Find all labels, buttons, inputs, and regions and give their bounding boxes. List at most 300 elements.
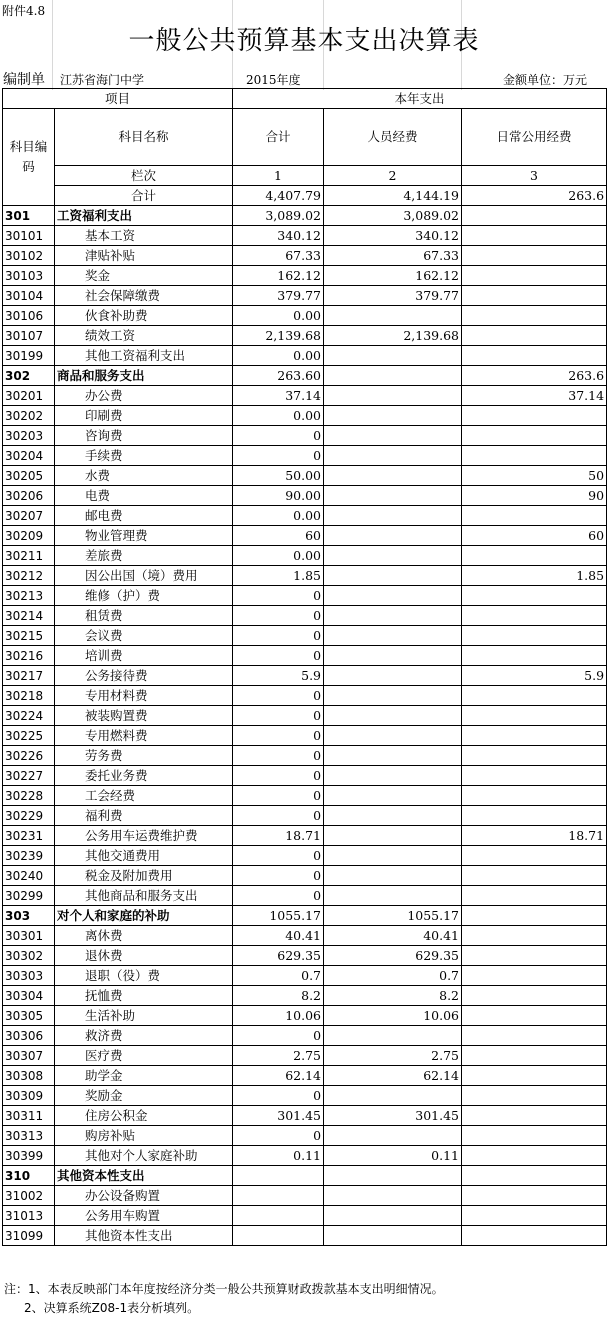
category-row — [3, 906, 607, 926]
row-personnel — [324, 786, 462, 806]
attachment-label: 附件4.8 — [2, 4, 46, 18]
row-daily: 37.14 — [462, 386, 607, 406]
row-personnel — [324, 766, 462, 786]
row-daily — [462, 306, 607, 326]
row-daily — [462, 286, 607, 306]
row-daily — [462, 1066, 607, 1086]
table-row — [3, 926, 607, 946]
row-code: 30216 — [3, 646, 55, 666]
header-col1: 1 — [233, 166, 324, 186]
row-daily — [462, 1026, 607, 1046]
row-name: 水费 — [55, 466, 233, 486]
row-name: 退休费 — [55, 946, 233, 966]
row-daily — [462, 1046, 607, 1066]
row-total: 40.41 — [233, 926, 324, 946]
row-personnel — [324, 866, 462, 886]
header-personnel: 人员经费 — [324, 109, 462, 166]
row-total: 0.00 — [233, 406, 324, 426]
row-daily — [462, 906, 607, 926]
row-code: 30209 — [3, 526, 55, 546]
row-personnel: 0.7 — [324, 966, 462, 986]
table-row — [3, 1146, 607, 1166]
row-name: 培训费 — [55, 646, 233, 666]
row-personnel: 340.12 — [324, 226, 462, 246]
row-daily: 18.71 — [462, 826, 607, 846]
row-code: 30240 — [3, 866, 55, 886]
row-daily — [462, 446, 607, 466]
row-name: 公务用车购置 — [55, 1206, 233, 1226]
row-code: 30199 — [3, 346, 55, 366]
row-name: 会议费 — [55, 626, 233, 646]
header-row-3 — [3, 166, 607, 186]
row-code: 30212 — [3, 566, 55, 586]
row-personnel: 162.12 — [324, 266, 462, 286]
row-code: 30311 — [3, 1106, 55, 1126]
row-name: 其他资本性支出 — [55, 1166, 233, 1186]
row-name: 工资福利支出 — [55, 206, 233, 226]
row-total: 0 — [233, 1086, 324, 1106]
row-daily — [462, 226, 607, 246]
table-row — [3, 666, 607, 686]
row-total: 0 — [233, 806, 324, 826]
row-total: 629.35 — [233, 946, 324, 966]
row-code: 30106 — [3, 306, 55, 326]
row-name: 抚恤费 — [55, 986, 233, 1006]
row-daily — [462, 926, 607, 946]
unit-label: 编制单 — [3, 72, 45, 88]
row-total — [233, 1226, 324, 1246]
row-code: 30225 — [3, 726, 55, 746]
row-personnel: 301.45 — [324, 1106, 462, 1126]
row-name: 助学金 — [55, 1066, 233, 1086]
total-total: 4,407.79 — [233, 186, 324, 206]
table-row — [3, 606, 607, 626]
row-personnel — [324, 466, 462, 486]
row-daily: 263.6 — [462, 366, 607, 386]
row-code: 30215 — [3, 626, 55, 646]
table-row — [3, 526, 607, 546]
row-personnel — [324, 446, 462, 466]
row-total: 0 — [233, 446, 324, 466]
table-row — [3, 766, 607, 786]
row-personnel: 629.35 — [324, 946, 462, 966]
row-daily — [462, 886, 607, 906]
row-daily — [462, 966, 607, 986]
row-total: 0 — [233, 706, 324, 726]
row-personnel: 379.77 — [324, 286, 462, 306]
row-total: 0 — [233, 846, 324, 866]
row-code: 30214 — [3, 606, 55, 626]
row-total: 60 — [233, 526, 324, 546]
row-code: 30103 — [3, 266, 55, 286]
row-daily — [462, 1166, 607, 1186]
row-personnel — [324, 526, 462, 546]
row-code: 30299 — [3, 886, 55, 906]
table-row — [3, 686, 607, 706]
row-code: 30203 — [3, 426, 55, 446]
row-personnel — [324, 1226, 462, 1246]
table-row — [3, 466, 607, 486]
row-name: 其他交通费用 — [55, 846, 233, 866]
row-daily: 5.9 — [462, 666, 607, 686]
row-total: 2.75 — [233, 1046, 324, 1066]
category-row — [3, 366, 607, 386]
row-code: 30303 — [3, 966, 55, 986]
row-personnel — [324, 606, 462, 626]
row-name: 其他工资福利支出 — [55, 346, 233, 366]
row-personnel: 0.11 — [324, 1146, 462, 1166]
currency-unit: 金额单位：万元 — [503, 73, 588, 87]
row-code: 30313 — [3, 1126, 55, 1146]
table-row — [3, 1186, 607, 1206]
row-personnel — [324, 1086, 462, 1106]
row-personnel — [324, 546, 462, 566]
row-personnel: 3,089.02 — [324, 206, 462, 226]
row-daily — [462, 986, 607, 1006]
row-personnel — [324, 846, 462, 866]
row-name: 绩效工资 — [55, 326, 233, 346]
row-personnel — [324, 1206, 462, 1226]
row-personnel — [324, 706, 462, 726]
table-row — [3, 986, 607, 1006]
row-daily — [462, 766, 607, 786]
total-personnel: 4,144.19 — [324, 186, 462, 206]
row-code: 30202 — [3, 406, 55, 426]
row-personnel: 62.14 — [324, 1066, 462, 1086]
row-total: 5.9 — [233, 666, 324, 686]
table-row — [3, 866, 607, 886]
row-name: 税金及附加费用 — [55, 866, 233, 886]
row-personnel: 67.33 — [324, 246, 462, 266]
row-name: 专用燃料费 — [55, 726, 233, 746]
row-daily — [462, 846, 607, 866]
row-personnel — [324, 346, 462, 366]
row-code: 303 — [3, 906, 55, 926]
row-code: 310 — [3, 1166, 55, 1186]
row-name: 住房公积金 — [55, 1106, 233, 1126]
row-total: 0 — [233, 646, 324, 666]
row-name: 被装购置费 — [55, 706, 233, 726]
row-code: 30307 — [3, 1046, 55, 1066]
row-code: 30205 — [3, 466, 55, 486]
row-name: 离休费 — [55, 926, 233, 946]
row-daily — [462, 866, 607, 886]
row-personnel — [324, 646, 462, 666]
row-daily — [462, 506, 607, 526]
header-name: 科目名称 — [55, 109, 233, 166]
row-daily — [462, 786, 607, 806]
row-code: 30101 — [3, 226, 55, 246]
row-personnel — [324, 366, 462, 386]
table-row — [3, 786, 607, 806]
row-code: 30306 — [3, 1026, 55, 1046]
table-row — [3, 746, 607, 766]
row-total: 0 — [233, 1026, 324, 1046]
row-personnel — [324, 406, 462, 426]
row-personnel — [324, 566, 462, 586]
row-name: 基本工资 — [55, 226, 233, 246]
row-daily — [462, 1226, 607, 1246]
footnote-1: 注：1、本表反映部门本年度按经济分类一般公共预算财政拨款基本支出明细情况。 — [4, 1282, 444, 1296]
row-total: 10.06 — [233, 1006, 324, 1026]
table-row — [3, 1206, 607, 1226]
row-code: 302 — [3, 366, 55, 386]
row-daily — [462, 266, 607, 286]
row-daily — [462, 1086, 607, 1106]
table-row — [3, 1126, 607, 1146]
row-name: 差旅费 — [55, 546, 233, 566]
row-code: 30309 — [3, 1086, 55, 1106]
report-year: 2015年度 — [246, 73, 301, 87]
row-personnel — [324, 686, 462, 706]
row-personnel: 1055.17 — [324, 906, 462, 926]
row-code: 30201 — [3, 386, 55, 406]
row-total: 0.00 — [233, 306, 324, 326]
row-total: 263.60 — [233, 366, 324, 386]
row-name: 邮电费 — [55, 506, 233, 526]
table-row — [3, 1026, 607, 1046]
header-row-2 — [3, 109, 607, 166]
row-total: 1055.17 — [233, 906, 324, 926]
row-code: 30107 — [3, 326, 55, 346]
row-code: 30211 — [3, 546, 55, 566]
row-name: 退职（役）费 — [55, 966, 233, 986]
row-total: 0 — [233, 426, 324, 446]
category-row — [3, 206, 607, 226]
table-row — [3, 426, 607, 446]
row-personnel — [324, 1126, 462, 1146]
row-total: 67.33 — [233, 246, 324, 266]
row-daily — [462, 246, 607, 266]
row-code: 31013 — [3, 1206, 55, 1226]
row-personnel — [324, 666, 462, 686]
row-personnel: 2,139.68 — [324, 326, 462, 346]
row-total: 50.00 — [233, 466, 324, 486]
row-daily: 90 — [462, 486, 607, 506]
row-code: 30301 — [3, 926, 55, 946]
table-row — [3, 286, 607, 306]
row-personnel — [324, 506, 462, 526]
row-code: 30228 — [3, 786, 55, 806]
row-code: 30217 — [3, 666, 55, 686]
table-row — [3, 566, 607, 586]
row-total: 0.00 — [233, 506, 324, 526]
row-personnel — [324, 726, 462, 746]
row-total: 0.7 — [233, 966, 324, 986]
header-current-year: 本年支出 — [233, 89, 607, 109]
row-personnel — [324, 826, 462, 846]
row-name: 福利费 — [55, 806, 233, 826]
row-total: 0 — [233, 746, 324, 766]
row-code: 30227 — [3, 766, 55, 786]
row-total: 379.77 — [233, 286, 324, 306]
total-label: 合计 — [55, 186, 233, 206]
table-row — [3, 486, 607, 506]
row-daily — [462, 1106, 607, 1126]
row-total: 90.00 — [233, 486, 324, 506]
row-code: 30399 — [3, 1146, 55, 1166]
table-row — [3, 626, 607, 646]
row-name: 奖金 — [55, 266, 233, 286]
expenditure-table — [2, 88, 607, 1246]
row-total: 0.00 — [233, 346, 324, 366]
row-daily — [462, 426, 607, 446]
row-daily: 1.85 — [462, 566, 607, 586]
header-code: 科目编码 — [3, 109, 55, 206]
table-row — [3, 446, 607, 466]
row-personnel — [324, 1186, 462, 1206]
footnotes — [4, 1280, 444, 1318]
table-row — [3, 726, 607, 746]
row-daily — [462, 1006, 607, 1026]
row-name: 印刷费 — [55, 406, 233, 426]
row-code: 30231 — [3, 826, 55, 846]
row-personnel: 2.75 — [324, 1046, 462, 1066]
category-row — [3, 1166, 607, 1186]
table-row — [3, 846, 607, 866]
header-item: 项目 — [3, 89, 233, 109]
row-name: 伙食补助费 — [55, 306, 233, 326]
row-name: 维修（护）费 — [55, 586, 233, 606]
row-total: 340.12 — [233, 226, 324, 246]
table-row — [3, 506, 607, 526]
row-name: 奖励金 — [55, 1086, 233, 1106]
table-row — [3, 246, 607, 266]
row-daily — [462, 586, 607, 606]
row-name: 其他对个人家庭补助 — [55, 1146, 233, 1166]
row-daily — [462, 1206, 607, 1226]
row-code: 30206 — [3, 486, 55, 506]
row-daily — [462, 546, 607, 566]
table-row — [3, 1066, 607, 1086]
row-code: 301 — [3, 206, 55, 226]
row-name: 购房补贴 — [55, 1126, 233, 1146]
row-total: 0 — [233, 606, 324, 626]
page-title: 一般公共预算基本支出决算表 — [128, 26, 480, 56]
row-name: 咨询费 — [55, 426, 233, 446]
row-code: 30302 — [3, 946, 55, 966]
row-name: 社会保障缴费 — [55, 286, 233, 306]
row-name: 物业管理费 — [55, 526, 233, 546]
row-total: 0 — [233, 866, 324, 886]
table-row — [3, 706, 607, 726]
row-personnel — [324, 486, 462, 506]
row-code: 30218 — [3, 686, 55, 706]
row-name: 公务用车运费维护费 — [55, 826, 233, 846]
row-total: 0 — [233, 886, 324, 906]
row-name: 劳务费 — [55, 746, 233, 766]
row-daily — [462, 206, 607, 226]
table-row — [3, 546, 607, 566]
row-total: 162.12 — [233, 266, 324, 286]
row-code: 30305 — [3, 1006, 55, 1026]
row-name: 委托业务费 — [55, 766, 233, 786]
row-name: 工会经费 — [55, 786, 233, 806]
row-name: 救济费 — [55, 1026, 233, 1046]
row-daily — [462, 646, 607, 666]
row-daily — [462, 406, 607, 426]
total-daily: 263.6 — [462, 186, 607, 206]
table-row — [3, 386, 607, 406]
row-total: 0 — [233, 626, 324, 646]
table-row — [3, 406, 607, 426]
row-daily: 60 — [462, 526, 607, 546]
row-name: 办公费 — [55, 386, 233, 406]
unit-name: 江苏省海门中学 — [60, 73, 145, 87]
row-daily — [462, 1146, 607, 1166]
row-daily — [462, 746, 607, 766]
table-row — [3, 826, 607, 846]
row-name: 商品和服务支出 — [55, 366, 233, 386]
header-total: 合计 — [233, 109, 324, 166]
header-row-1 — [3, 89, 607, 109]
header-col-label: 栏次 — [55, 166, 233, 186]
row-name: 其他商品和服务支出 — [55, 886, 233, 906]
table-row — [3, 586, 607, 606]
row-name: 医疗费 — [55, 1046, 233, 1066]
row-daily: 50 — [462, 466, 607, 486]
row-name: 办公设备购置 — [55, 1186, 233, 1206]
row-total — [233, 1166, 324, 1186]
row-personnel: 10.06 — [324, 1006, 462, 1026]
footnote-2: 2、决算系统Z08-1表分析填列。 — [24, 1301, 200, 1315]
row-personnel — [324, 886, 462, 906]
row-code: 30226 — [3, 746, 55, 766]
row-name: 对个人和家庭的补助 — [55, 906, 233, 926]
header-col2: 2 — [324, 166, 462, 186]
row-code: 30224 — [3, 706, 55, 726]
row-total: 0 — [233, 586, 324, 606]
table-row — [3, 1006, 607, 1026]
row-daily — [462, 606, 607, 626]
table-row — [3, 306, 607, 326]
row-daily — [462, 1186, 607, 1206]
row-personnel — [324, 746, 462, 766]
row-total: 0 — [233, 1126, 324, 1146]
row-name: 生活补助 — [55, 1006, 233, 1026]
row-total: 8.2 — [233, 986, 324, 1006]
table-row — [3, 646, 607, 666]
row-name: 公务接待费 — [55, 666, 233, 686]
row-name: 因公出国（境）费用 — [55, 566, 233, 586]
row-code: 30213 — [3, 586, 55, 606]
row-personnel — [324, 626, 462, 646]
row-daily — [462, 686, 607, 706]
row-daily — [462, 626, 607, 646]
row-personnel — [324, 586, 462, 606]
row-daily — [462, 1126, 607, 1146]
table-row — [3, 226, 607, 246]
row-personnel: 40.41 — [324, 926, 462, 946]
table-row — [3, 966, 607, 986]
table-row — [3, 326, 607, 346]
row-code: 30207 — [3, 506, 55, 526]
row-daily — [462, 346, 607, 366]
row-personnel — [324, 806, 462, 826]
table-row — [3, 1106, 607, 1126]
row-total: 2,139.68 — [233, 326, 324, 346]
row-total — [233, 1186, 324, 1206]
row-total: 0.00 — [233, 546, 324, 566]
row-total: 18.71 — [233, 826, 324, 846]
row-daily — [462, 706, 607, 726]
row-name: 租赁费 — [55, 606, 233, 626]
table-row — [3, 1226, 607, 1246]
row-daily — [462, 726, 607, 746]
row-total: 62.14 — [233, 1066, 324, 1086]
table-row — [3, 266, 607, 286]
row-total — [233, 1206, 324, 1226]
